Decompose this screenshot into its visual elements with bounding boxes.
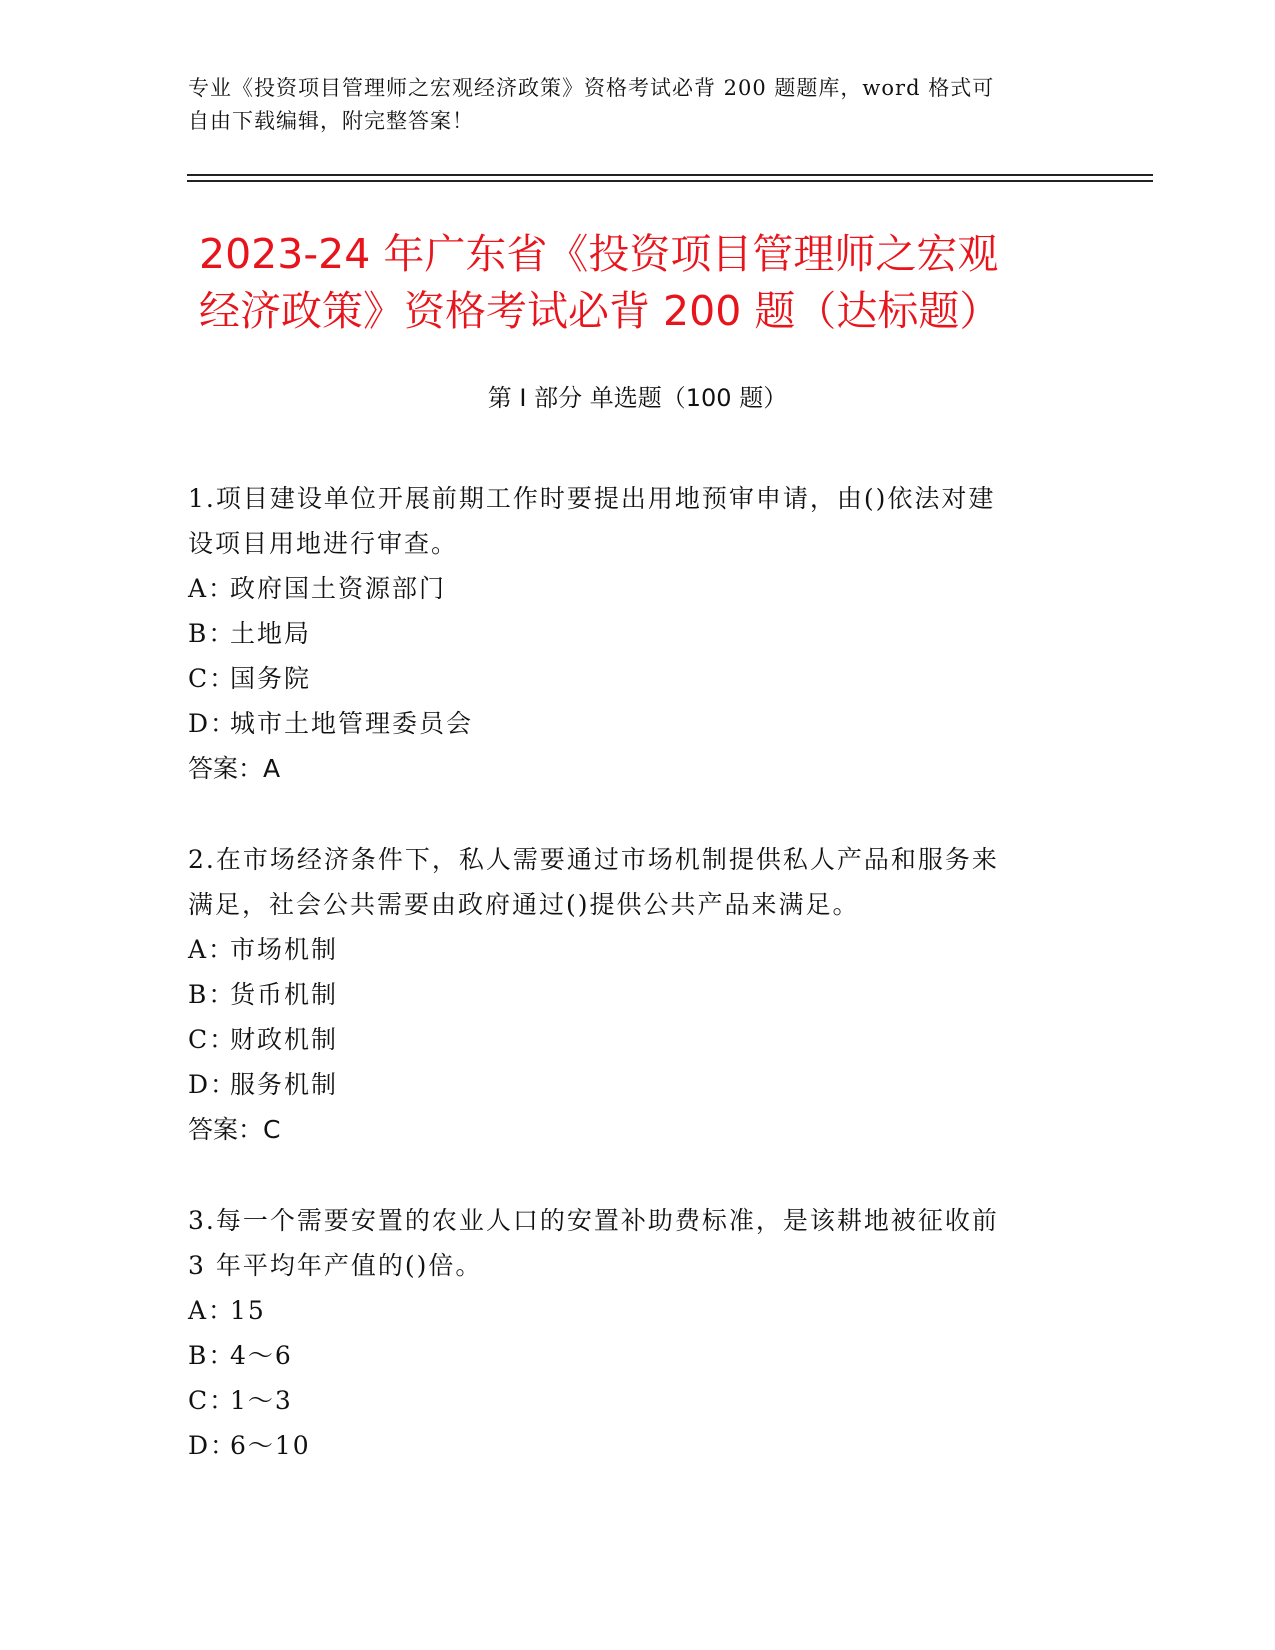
question-item — [188, 476, 1068, 791]
option-key: C： — [188, 1386, 237, 1415]
option-key: B： — [188, 980, 236, 1009]
question-stem: 满足，社会公共需要由政府通过()提供公共产品来满足。 — [188, 890, 860, 919]
option-key: C： — [188, 664, 237, 693]
answer-text: 答案：C — [188, 1115, 281, 1144]
option-key: B： — [188, 1341, 236, 1370]
question-stem: 3 年平均年产值的()倍。 — [188, 1251, 483, 1280]
option-key: C： — [188, 1025, 237, 1054]
option-text: 1～3 — [230, 1386, 293, 1415]
option-text: 国务院 — [230, 664, 312, 693]
option-b — [188, 1333, 1068, 1378]
option-text: 15 — [230, 1296, 266, 1325]
option-text: 4～6 — [230, 1341, 293, 1370]
option-d — [188, 1062, 1068, 1107]
option-a — [188, 1288, 1068, 1333]
option-key: A： — [188, 1296, 236, 1325]
option-b — [188, 972, 1068, 1017]
question-stem: 3.每一个需要安置的农业人口的安置补助费标准，是该耕地被征收前 — [188, 1206, 999, 1235]
question-stem: 设项目用地进行审查。 — [188, 529, 459, 558]
option-key: D： — [188, 1431, 238, 1460]
intro-text — [188, 72, 1068, 138]
option-text: 土地局 — [230, 619, 312, 648]
option-text: 服务机制 — [230, 1070, 339, 1099]
header-divider — [187, 174, 1153, 176]
question-stem: 1.项目建设单位开展前期工作时要提出用地预审申请，由()依法对建 — [188, 484, 996, 513]
question-list — [188, 476, 1068, 1514]
option-key: D： — [188, 1070, 238, 1099]
title-line: 经济政策》资格考试必背 200 题（达标题） — [199, 287, 1001, 335]
option-text: 财政机制 — [230, 1025, 339, 1054]
option-c — [188, 1378, 1068, 1423]
option-a — [188, 927, 1068, 972]
intro-line: 自由下载编辑，附完整答案！ — [188, 109, 474, 133]
option-key: A： — [188, 935, 236, 964]
document-title — [199, 226, 1099, 340]
header-divider — [187, 180, 1153, 182]
question-stem: 2.在市场经济条件下，私人需要通过市场机制提供私人产品和服务来 — [188, 845, 999, 874]
question-item — [188, 837, 1068, 1152]
question-item — [188, 1198, 1068, 1468]
option-key: B： — [188, 619, 236, 648]
option-text: 6～10 — [230, 1431, 311, 1460]
option-text: 货币机制 — [230, 980, 339, 1009]
option-d — [188, 701, 1068, 746]
option-text: 政府国土资源部门 — [230, 574, 447, 603]
option-key: A： — [188, 574, 236, 603]
option-key: D： — [188, 709, 238, 738]
option-d — [188, 1423, 1068, 1468]
option-c — [188, 1017, 1068, 1062]
section-heading: 第 I 部分 单选题（100 题） — [487, 384, 788, 412]
option-b — [188, 611, 1068, 656]
option-text: 市场机制 — [230, 935, 339, 964]
option-text: 城市土地管理委员会 — [230, 709, 474, 738]
option-c — [188, 656, 1068, 701]
option-a — [188, 566, 1068, 611]
title-line: 2023-24 年广东省《投资项目管理师之宏观 — [199, 230, 999, 278]
intro-line: 专业《投资项目管理师之宏观经济政策》资格考试必背 200 题题库，word 格式可 — [188, 76, 995, 100]
answer-text: 答案：A — [188, 754, 281, 783]
